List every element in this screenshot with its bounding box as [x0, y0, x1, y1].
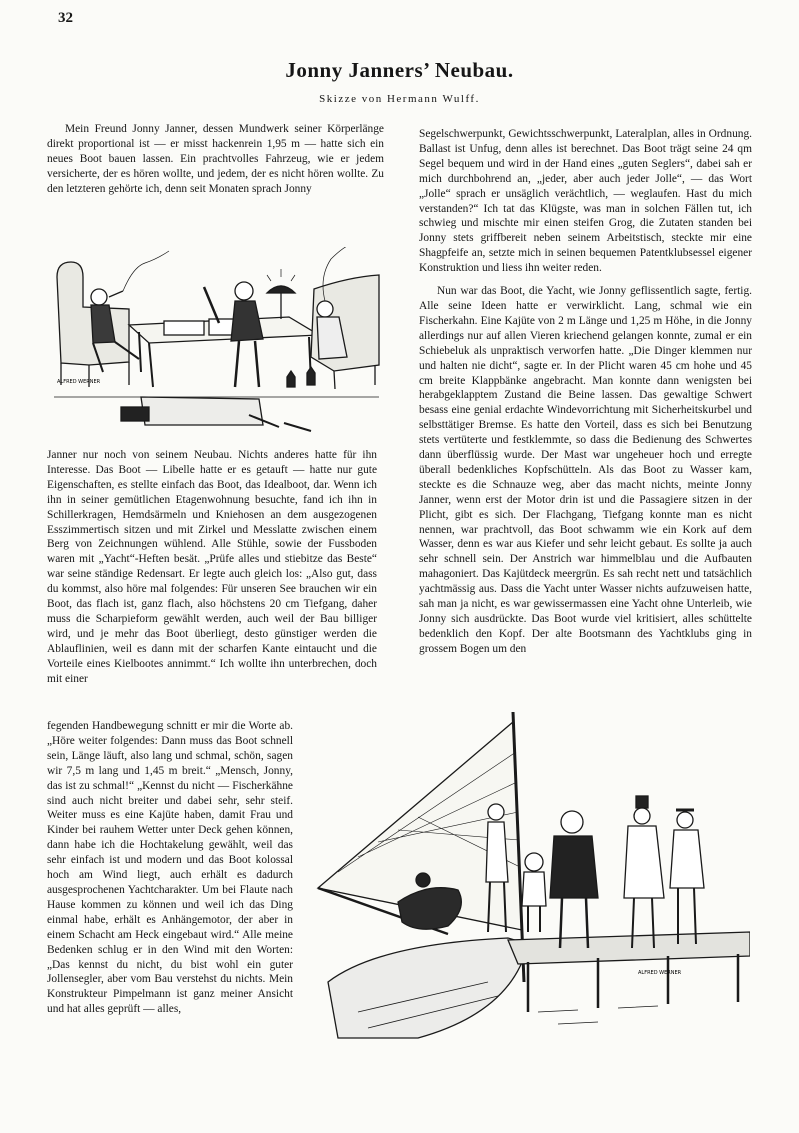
paragraph: Nun war das Boot, die Yacht, wie Jonny geflissentlich sagte, fertig. Alle seine Ideen hatte er verwirklicht. Lang, schmal wie ein Fischerkahn. Eine Kajüte von 2 m Länge und 1,25 m Höhe, in die Jonny allerdings nur auf allen Vieren kriechend gelangen konnte, zumal er ein Schiebeluk als unpraktisch verworfen hatte. „Die Dinger klemmen nur und halten nie dicht“, sagte er. In der Plicht waren 45 cm hohe und 45 cm breite Klappbänke angebracht. Man konnte dann wenigsten bei herabgeklapptem Zustand die Beine lassen. Das gewaltige Schwert besass eine genial erdachte Windevorrichtung mit Sicherheitskurbel und selbsttätiger Bremse. Es hatte den Vorteil, dass es sich bei Benutzung stets vertüterte und festklemmte, so dass die Bedienung des Schwertes dann überflüssig wurde. Der Mast war ungeheuer hoch und erregte überall bedenkliches Kopfschütteln. Als das Boot zu Wasser kam, steckte es die Schnauze weg, aber das macht nichts, meinte Jonny Janner, wenn erst der Motor drin ist und die Passagiere sitzen in der Plicht, gibt es sich. Der Flachgang, Tiefgang konnte man es nicht nennen, war prachtvoll, das Boot schwamm wie ein Kork auf dem Wasser, denn es war aus Kiefer und sehr leicht gebaut. Es sollte ja auch sehr schnell sein. Der Anstrich war himmelblau und die Aufbauten mahagoniert. Das Kajütdeck meergrün. Es sah recht nett und tatsächlich yachtmässig aus. Dass die Yacht unter Wasser nichts aufzuweisen hatte, sah man ja nicht, es war gewissermassen eine Yacht ohne Unterleib, wie Jonny sich ausdrückte. Das Boot wurde viel kritisiert, alles schüttelte bedenklich den Kopf. Der alte Bootsmann des Yachtklubs ging in grossem Bogen um den: [419, 285, 752, 655]
page-number: 32: [58, 10, 73, 26]
left-column-bottom: [47, 448, 377, 695]
paragraph: Mein Freund Jonny Janner, dessen Mundwerk seiner Körperlänge direkt proportional ist — er misst hackenrein 1,95 m — hatte sich ein neues Boot bauen lassen. Ein prachtvolles Fahrzeug, wie er jedem versicherte, der es hören wollte, und jedem, der es nicht hören wollte. Zu den letzteren gehörte ich, denn seit Monaten sprach Jonny: [47, 123, 384, 195]
boat-illustration: [298, 712, 750, 1044]
room-illustration-signature: ALFRED WERNER: [57, 379, 101, 385]
left-column-top: [47, 122, 384, 205]
right-column: [419, 127, 752, 665]
article-title: Jonny Janners’ Neubau.: [285, 58, 514, 82]
boat-illustration-signature: ALFRED WERNER: [638, 970, 682, 976]
paragraph: fegenden Handbewegung schnitt er mir die Worte ab. „Höre weiter folgendes: Dann muss das Boot schnell sein, Länge läuft, also lang und schmal, schön, sagen wir 7,5 m lang und 1,45 m breit.“ „Mensch, Jonny, das ist zu schmal!“ „Kennst du nicht — Fischerkähne sind auch nicht breiter und dabei sehr, sehr steif. Weiter muss es eine Kajüte haben, damit Frau und Kinder bei rauhem Wetter unter Deck gehen können, dann habe ich die Hochtakelung gewählt, weil das sehr einfach ist und modern und das Boot kolossal hoch am Wind liegt, auch erhält es dadurch ausgesprochenen Yachtcharakter. Um bei Flaute nach Hause kommen zu können und weil ich das Ding einmal habe, erhält es Anhängemotor, der aber in einem Schacht am Heck eingebaut wird.“ Alle meine Bedenken schlug er in den Wind mit den Worten: „Das kennst du nicht, du bist wohl ein guter Jollensegler, aber vom Bau verstehst du nichts. Mein Konstrukteur Pimpelmann ist ganz meiner Ansicht und hat alles geprüft — alles,: [47, 720, 293, 1016]
paragraph: Segelschwerpunkt, Gewichtsschwerpunkt, Lateralplan, alles in Ordnung. Ballast ist Unfug, denn alles ist berechnet. Das Boot trägt seine 24 qm Segel bequem und wird in der Hand eines „guten Seglers“, dabei sah er mich durchbohrend an, „jeder, aber auch jeder Jolle“, — das Wort „Jolle“ sprach er unsäglich verächtlich, — weglaufen. Hast du mich verstanden?“ Ich tat das Klügste, was man in solchen Fällen tut, ich schwieg und mischte mir einen steifen Grog, die Zutaten standen bei Jonny stets griffbereit neben seinem Arbeitstisch, steckte mir eine Shagpfeife an, setzte mich in seinen bequemen Patentklubsessel eigener Konstruktion und liess ihn weiter reden.: [419, 128, 752, 275]
paragraph: Janner nur noch von seinem Neubau. Nichts anderes hatte für ihn Interesse. Das Boot — Libelle hatte er es getauft — hatte nur gute Eigenschaften, es stellte einfach das Boot, das Idealboot, dar. Wenn ich ihn in seiner gemütlichen Etagenwohnung besuchte, fand ich ihn in Schillerkragen, Hemdsärmeln und Kniehosen an dem ausgezogenen Esszimmertisch sitzen und mit Zirkel und Messlatte zwischen einem Berg von Zeichnungen wühlend. Alle Stühle, sowie der Fussboden waren mit „Yacht“-Heften besät. „Prüfe alles und stiebitze das Beste“ war seine ständige Redensart. Er legte auch gleich los: „Also gut, dass du kommst, also höre mal folgendes: Für unseren See brauchen wir ein Boot, das flach ist, ganz flach, also höchstens 20 cm Tiefgang, daher muss die Scharpieform gewählt werden, auch weil der Bau billiger wird, und je mehr das Boot überliegt, desto günstiger werden die Ablauflinien, weil es dann mit der scharfen Kante eintaucht und die Vorteile eines Kielbootes annimmt.“ Ich wollte ihn unterbrechen, doch mit einer: [47, 449, 377, 685]
left-column-narrow: [47, 719, 293, 1025]
article-byline: Skizze von Hermann Wulff.: [319, 93, 480, 105]
room-illustration: [49, 247, 384, 440]
